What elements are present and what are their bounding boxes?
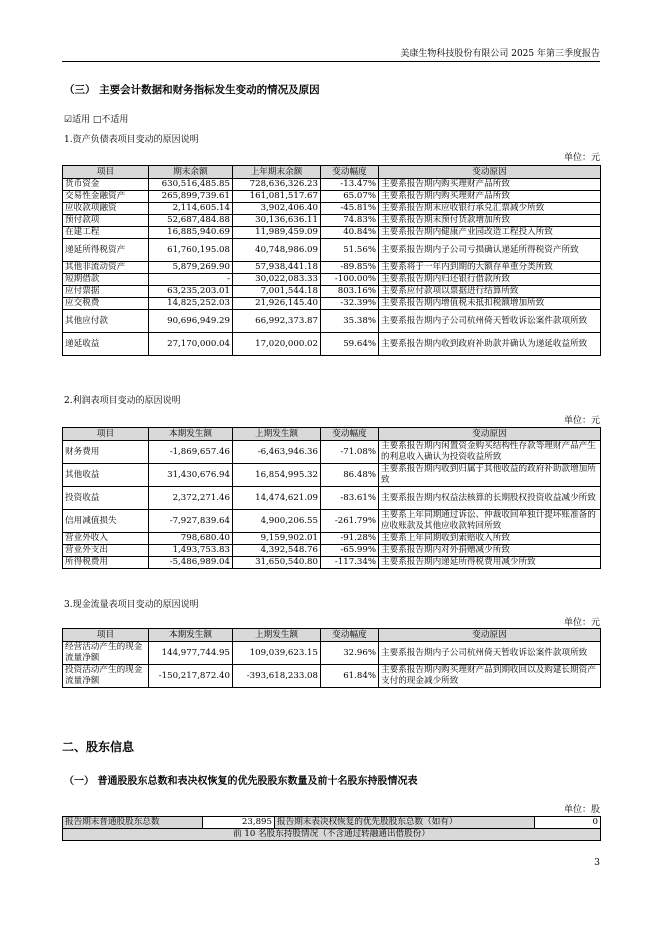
- row-change: 40.84%: [321, 227, 379, 239]
- table-row: [63, 298, 601, 310]
- row-reason: 主要系报告期内归还银行借款所致: [379, 274, 601, 286]
- row-item: 其他应付款: [63, 310, 149, 333]
- row-current: -1,869,657.46: [149, 441, 233, 464]
- row-previous: 30,136,636.11: [233, 215, 321, 227]
- cashflow-subtitle: 3.现金流量表项目变动的原因说明: [64, 600, 199, 610]
- row-change: -100.00%: [321, 274, 379, 286]
- row-reason: 主要系报告期内购买理财产品到期收回以及购建长期资产支付的现金减少所致: [379, 665, 601, 688]
- balance-table: [62, 165, 601, 356]
- row-reason: 主要系报告期内购买理财产品所致: [379, 191, 601, 203]
- table-row: [63, 829, 601, 841]
- row-item: 投资收益: [63, 487, 149, 510]
- income-unit: 单位：元: [563, 416, 600, 426]
- table-row: [63, 533, 601, 545]
- row-item: 递延所得税资产: [63, 239, 149, 262]
- income-table: [62, 427, 601, 569]
- row-current: -: [149, 274, 233, 286]
- row-reason: 主要系上年同期通过诉讼、仲裁收回单独计提坏账准备的应收账款及其他应收款转回所致: [379, 510, 601, 533]
- shareholder-table: [62, 816, 601, 841]
- row-previous: 7,001,544.18: [233, 286, 321, 298]
- row-item: 交易性金融资产: [63, 191, 149, 203]
- col-header: 变动原因: [379, 428, 601, 441]
- table-row: [63, 665, 601, 688]
- section-title: （三） 主要会计数据和财务指标发生变动的情况及原因: [64, 84, 320, 96]
- balance-unit: 单位：元: [563, 153, 600, 163]
- common-holders-label: 报告期末普通股股东总数: [63, 817, 203, 829]
- row-current: 63,235,203.01: [149, 286, 233, 298]
- top10-caption: 前 10 名股东持股情况（不含通过转融通出借股份）: [63, 829, 601, 841]
- cashflow-table: [62, 628, 601, 688]
- row-previous: -393,618,233.08: [233, 665, 321, 688]
- row-previous: 11,989,459.09: [233, 227, 321, 239]
- row-previous: -6,463,946.36: [233, 441, 321, 464]
- table-row: [63, 545, 601, 557]
- row-change: -83.61%: [321, 487, 379, 510]
- col-header: 变动幅度: [321, 428, 379, 441]
- col-header: 本期发生额: [149, 428, 233, 441]
- col-header: 项目: [63, 166, 149, 179]
- row-current: 90,696,949.29: [149, 310, 233, 333]
- row-item: 应交税费: [63, 298, 149, 310]
- row-current: 52,687,484.88: [149, 215, 233, 227]
- table-row: [63, 239, 601, 262]
- table-row: [63, 191, 601, 203]
- row-reason: 主要系报告期内子公司杭州倚天暂收诉讼案件款项所致: [379, 310, 601, 333]
- row-current: 798,680.40: [149, 533, 233, 545]
- row-reason: 主要系将于一年内到期的大额存单重分类所致: [379, 262, 601, 274]
- row-reason: 主要系报告期内子公司杭州倚天暂收诉讼案件款项所致: [379, 642, 601, 665]
- table-row: [63, 510, 601, 533]
- row-previous: 21,926,145.40: [233, 298, 321, 310]
- row-reason: 主要系报告期内子公司亏损确认递延所得税资产所致: [379, 239, 601, 262]
- row-previous: 14,474,621.09: [233, 487, 321, 510]
- preferred-holders-value: 0: [535, 817, 601, 829]
- row-change: 86.48%: [321, 464, 379, 487]
- row-item: 信用减值损失: [63, 510, 149, 533]
- row-item: 应付票据: [63, 286, 149, 298]
- table-row: [63, 262, 601, 274]
- table-row: [63, 557, 601, 569]
- row-previous: 40,748,986.09: [233, 239, 321, 262]
- row-change: -32.39%: [321, 298, 379, 310]
- row-item: 短期借款: [63, 274, 149, 286]
- row-item: 递延收益: [63, 333, 149, 356]
- row-current: 1,493,753.83: [149, 545, 233, 557]
- row-current: 16,885,940.69: [149, 227, 233, 239]
- row-change: -65.99%: [321, 545, 379, 557]
- row-current: -150,217,872.40: [149, 665, 233, 688]
- income-subtitle: 2.利润表项目变动的原因说明: [64, 396, 181, 406]
- row-item: 财务费用: [63, 441, 149, 464]
- row-item: 其他收益: [63, 464, 149, 487]
- row-current: 144,977,744.95: [149, 642, 233, 665]
- applicability-checkbox: ☑适用 □不适用: [64, 115, 129, 125]
- table-row: [63, 310, 601, 333]
- row-reason: 主要系报告期内健康产业园改造工程投入所致: [379, 227, 601, 239]
- row-previous: 4,392,548.76: [233, 545, 321, 557]
- row-reason: 主要系应付款项以票据进行结算所致: [379, 286, 601, 298]
- row-reason: 主要系报告期内增值税未抵扣税额增加所致: [379, 298, 601, 310]
- table-header-row: [63, 428, 601, 441]
- row-previous: 9,159,902.01: [233, 533, 321, 545]
- row-reason: 主要系报告期内对外捐赠减少所致: [379, 545, 601, 557]
- table-row: [63, 441, 601, 464]
- row-reason: 主要系报告期内闲置资金购买结构性存款等理财产品产生的利息收入确认为投资收益所致: [379, 441, 601, 464]
- row-item: 在建工程: [63, 227, 149, 239]
- row-change: 59.64%: [321, 333, 379, 356]
- page-number: 3: [594, 858, 600, 868]
- col-header: 变动幅度: [321, 166, 379, 179]
- row-change: -261.79%: [321, 510, 379, 533]
- row-previous: 109,039,623.15: [233, 642, 321, 665]
- col-header: 变动原因: [379, 629, 601, 642]
- col-header: 项目: [63, 629, 149, 642]
- row-change: 74.83%: [321, 215, 379, 227]
- row-change: -89.85%: [321, 262, 379, 274]
- row-change: -45.81%: [321, 203, 379, 215]
- row-change: 32.96%: [321, 642, 379, 665]
- col-header: 上期发生额: [233, 629, 321, 642]
- table-row: [63, 286, 601, 298]
- row-reason: 主要系报告期内权益法核算的长期股权投资收益减少所致: [379, 487, 601, 510]
- row-item: 应收款项融资: [63, 203, 149, 215]
- row-current: -5,486,989.04: [149, 557, 233, 569]
- row-current: 265,899,739.61: [149, 191, 233, 203]
- row-current: 630,516,485.85: [149, 179, 233, 191]
- col-header: 变动幅度: [321, 629, 379, 642]
- row-previous: 17,020,000.02: [233, 333, 321, 356]
- row-previous: 3,902,406.40: [233, 203, 321, 215]
- header-rule: [62, 61, 600, 62]
- row-item: 营业外收入: [63, 533, 149, 545]
- row-item: 其他非流动资产: [63, 262, 149, 274]
- row-item: 营业外支出: [63, 545, 149, 557]
- row-previous: 66,992,373.87: [233, 310, 321, 333]
- cashflow-unit: 单位：元: [563, 618, 600, 628]
- row-reason: 主要系报告期内收到归属于其他收益的政府补助款增加所致: [379, 464, 601, 487]
- row-current: 27,170,000.04: [149, 333, 233, 356]
- row-item: 货币资金: [63, 179, 149, 191]
- row-previous: 16,854,995.32: [233, 464, 321, 487]
- row-previous: 161,081,517.67: [233, 191, 321, 203]
- row-previous: 31,650,540.80: [233, 557, 321, 569]
- row-reason: 主要系报告期内购买理财产品所致: [379, 179, 601, 191]
- row-current: 2,372,271.46: [149, 487, 233, 510]
- table-row: [63, 464, 601, 487]
- col-header: 本期发生额: [149, 629, 233, 642]
- col-header: 上年期末余额: [233, 166, 321, 179]
- row-reason: 主要系报告期末应收银行承兑汇票减少所致: [379, 203, 601, 215]
- row-current: 2,114,605.14: [149, 203, 233, 215]
- report-header: 美康生物科技股份有限公司 2025 年第三季度报告: [400, 49, 600, 59]
- row-item: 经营活动产生的现金流量净额: [63, 642, 149, 665]
- table-header-row: [63, 166, 601, 179]
- table-row: [63, 227, 601, 239]
- row-reason: 主要系报告期内递延所得税费用减少所致: [379, 557, 601, 569]
- table-row: [63, 215, 601, 227]
- row-item: 投资活动产生的现金流量净额: [63, 665, 149, 688]
- row-previous: 30,022,083.33: [233, 274, 321, 286]
- row-change: -13.47%: [321, 179, 379, 191]
- row-current: 14,825,252.03: [149, 298, 233, 310]
- row-change: 51.56%: [321, 239, 379, 262]
- col-header: 项目: [63, 428, 149, 441]
- row-current: 31,430,676.94: [149, 464, 233, 487]
- row-change: 35.38%: [321, 310, 379, 333]
- balance-subtitle: 1.资产负债表项目变动的原因说明: [64, 135, 199, 145]
- row-reason: 主要系报告期内收到政府补助款并确认为递延收益所致: [379, 333, 601, 356]
- row-change: 61.84%: [321, 665, 379, 688]
- table-row: [63, 642, 601, 665]
- col-header: 期末余额: [149, 166, 233, 179]
- row-item: 所得税费用: [63, 557, 149, 569]
- row-reason: 主要系报告期末预付货款增加所致: [379, 215, 601, 227]
- col-header: 变动原因: [379, 166, 601, 179]
- row-current: 61,760,195.08: [149, 239, 233, 262]
- row-previous: 57,938,441.18: [233, 262, 321, 274]
- row-current: -7,927,839.64: [149, 510, 233, 533]
- row-current: 5,879,269.90: [149, 262, 233, 274]
- row-item: 预付款项: [63, 215, 149, 227]
- row-change: 803.16%: [321, 286, 379, 298]
- table-row: [63, 817, 601, 829]
- row-change: -71.08%: [321, 441, 379, 464]
- row-change: -117.34%: [321, 557, 379, 569]
- row-previous: 728,636,326.23: [233, 179, 321, 191]
- table-row: [63, 333, 601, 356]
- table-header-row: [63, 629, 601, 642]
- shareholder-section-title: 二、股东信息: [62, 740, 135, 754]
- table-row: [63, 203, 601, 215]
- col-header: 上期发生额: [233, 428, 321, 441]
- shareholder-unit: 单位：股: [563, 805, 600, 815]
- table-row: [63, 487, 601, 510]
- table-row: [63, 274, 601, 286]
- row-previous: 4,900,206.55: [233, 510, 321, 533]
- row-change: 65.07%: [321, 191, 379, 203]
- shareholder-subtitle: （一） 普通股股东总数和表决权恢复的优先股股东数量及前十名股东持股情况表: [64, 776, 418, 787]
- row-change: -91.28%: [321, 533, 379, 545]
- preferred-holders-label: 报告期末表决权恢复的优先股股东总数（如有）: [275, 817, 535, 829]
- row-reason: 主要系上年同期收到索赔收入所致: [379, 533, 601, 545]
- table-row: [63, 179, 601, 191]
- common-holders-value: 23,895: [203, 817, 275, 829]
